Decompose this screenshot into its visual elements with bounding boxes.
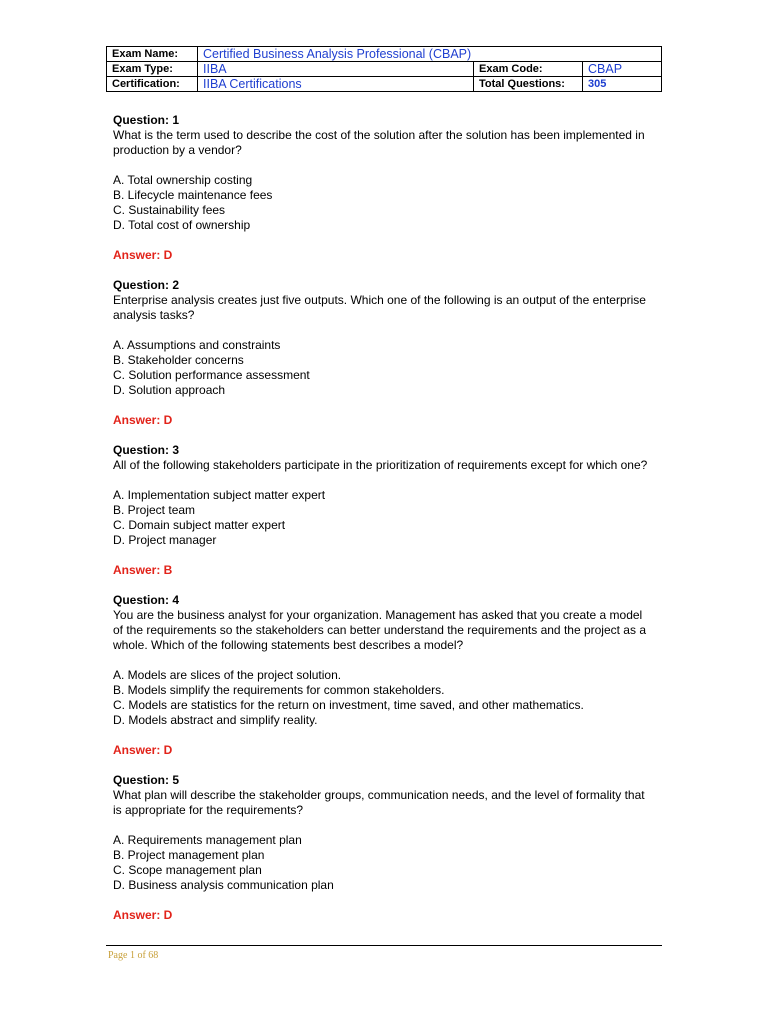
option-list — [113, 338, 653, 398]
option-item: A. Requirements management plan — [113, 833, 302, 847]
question-block — [113, 443, 653, 578]
option-item: B. Lifecycle maintenance fees — [113, 188, 273, 202]
answer-label: Answer: D — [113, 413, 173, 427]
option-list — [113, 668, 653, 728]
question-block — [113, 113, 653, 263]
answer-label: Answer: D — [113, 908, 173, 922]
option-item: C. Sustainability fees — [113, 203, 226, 217]
question-title: Question: 4 — [113, 593, 180, 607]
option-item: B. Stakeholder concerns — [113, 353, 244, 367]
exam-type-row — [107, 62, 662, 77]
certification-value: IIBA Certifications — [198, 77, 474, 92]
option-list — [113, 173, 653, 233]
option-item: C. Models are statistics for the return on investment, time saved, and other mathematics. — [113, 698, 584, 712]
exam-header-table — [106, 46, 662, 92]
total-questions-value: 305 — [583, 77, 662, 92]
exam-code-label: Exam Code: — [474, 62, 583, 77]
exam-type-label: Exam Type: — [107, 62, 198, 77]
question-text: What plan will describe the stakeholder groups, communication needs, and the level of formality that is appropriate for the requirements? — [113, 788, 645, 817]
exam-name-value: Certified Business Analysis Professional (CBAP) — [198, 47, 662, 62]
option-item: B. Project management plan — [113, 848, 265, 862]
exam-type-value: IIBA — [198, 62, 474, 77]
question-block — [113, 773, 653, 923]
option-item: A. Assumptions and constraints — [113, 338, 281, 352]
option-item: C. Domain subject matter expert — [113, 518, 286, 532]
question-text: What is the term used to describe the cost of the solution after the solution has been implemented in production by a vendor? — [113, 128, 645, 157]
option-item: D. Project manager — [113, 533, 217, 547]
option-list — [113, 833, 653, 893]
option-item: C. Solution performance assessment — [113, 368, 310, 382]
page-number: Page 1 of 68 — [108, 950, 159, 961]
answer-label: Answer: D — [113, 248, 173, 262]
option-item: C. Scope management plan — [113, 863, 262, 877]
option-item: A. Total ownership costing — [113, 173, 253, 187]
question-text: You are the business analyst for your organization. Management has asked that you create a model of the requirements so the stakeholders can better understand the requirements and the project as a whole. Which of the following statements best describes a model? — [113, 608, 646, 652]
question-block — [113, 593, 653, 758]
option-item: D. Total cost of ownership — [113, 218, 251, 232]
exam-code-value: CBAP — [583, 62, 662, 77]
questions-list — [113, 113, 653, 938]
question-text: Enterprise analysis creates just five outputs. Which one of the following is an output of the enterprise analysis tasks? — [113, 293, 646, 322]
answer-label: Answer: D — [113, 743, 173, 757]
option-item: D. Business analysis communication plan — [113, 878, 334, 892]
question-title: Question: 1 — [113, 113, 180, 127]
option-list — [113, 488, 653, 548]
exam-name-label: Exam Name: — [107, 47, 198, 62]
exam-name-row — [107, 47, 662, 62]
question-title: Question: 5 — [113, 773, 180, 787]
option-item: D. Models abstract and simplify reality. — [113, 713, 318, 727]
option-item: A. Models are slices of the project solution. — [113, 668, 342, 682]
question-title: Question: 2 — [113, 278, 180, 292]
question-block — [113, 278, 653, 428]
certification-label: Certification: — [107, 77, 198, 92]
question-title: Question: 3 — [113, 443, 180, 457]
certification-row — [107, 77, 662, 92]
option-item: D. Solution approach — [113, 383, 226, 397]
option-item: B. Models simplify the requirements for common stakeholders. — [113, 683, 445, 697]
total-questions-label: Total Questions: — [474, 77, 583, 92]
question-text: All of the following stakeholders participate in the prioritization of requirements except for which one? — [113, 458, 648, 472]
answer-label: Answer: B — [113, 563, 173, 577]
footer-divider — [106, 945, 662, 946]
option-item: A. Implementation subject matter expert — [113, 488, 326, 502]
option-item: B. Project team — [113, 503, 196, 517]
